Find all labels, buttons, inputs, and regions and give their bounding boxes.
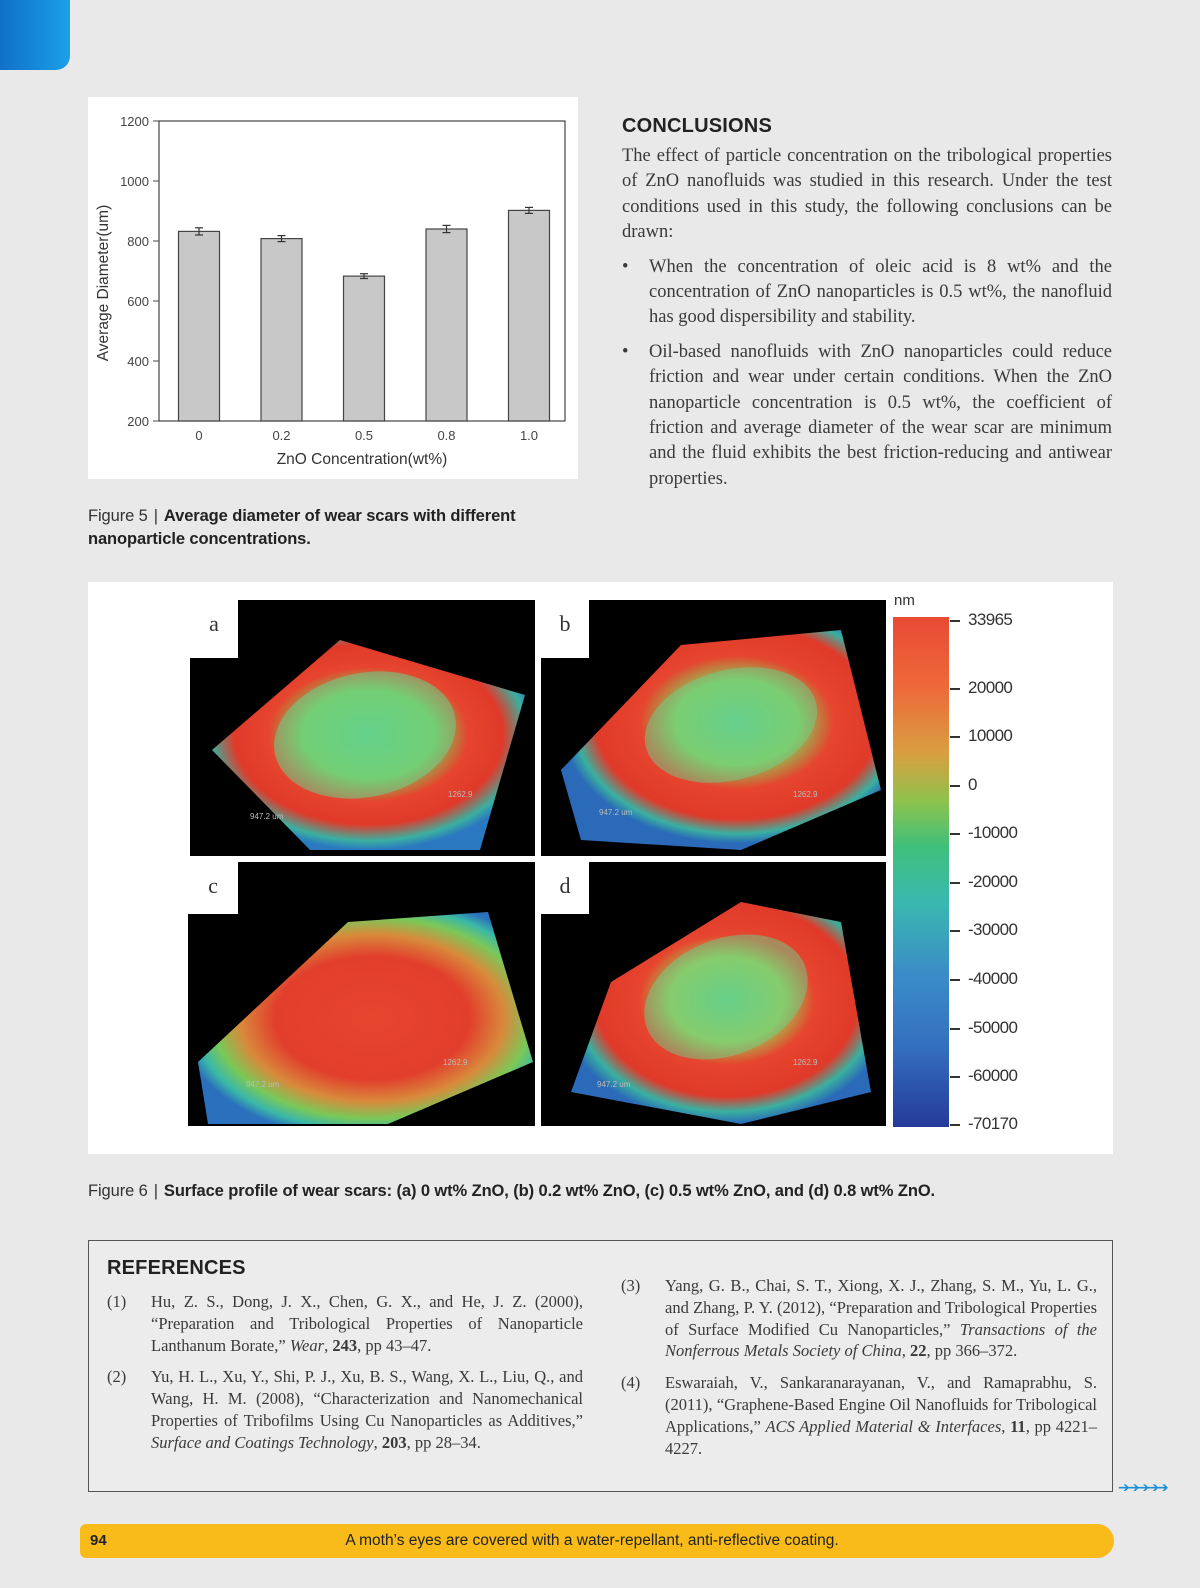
- bar: [344, 276, 385, 421]
- x-tick-label: 0.5: [354, 428, 374, 443]
- scale-y-label: 1262.9: [793, 790, 818, 799]
- colorbar-label: -50000: [968, 1018, 1018, 1037]
- y-tick-label: 400: [127, 354, 149, 369]
- conclusion-text: Oil-based nanofluids with ZnO nanoparticles could reduce friction and wear under certain conditions. When the ZnO nanoparticle concentration is 0.5 wt%, the coefficient of friction and average diameter of the wear scar are minimum and the fluid exhibits the best friction-reducing and antiwear properties.: [649, 341, 1112, 489]
- conclusion-item: [622, 255, 1112, 331]
- scale-x-label: 947.2 um: [250, 812, 284, 821]
- reference-volume: 203: [381, 1432, 407, 1452]
- reference-item: [621, 1372, 1097, 1459]
- colorbar-tick: [950, 785, 960, 787]
- figure6-surface-profiles: [88, 582, 1113, 1154]
- colorbar-tick: [950, 1124, 960, 1126]
- reference-pages: , pp 4221–4227.: [665, 1416, 1097, 1458]
- bar-chart-svg: [88, 97, 578, 479]
- conclusion-text: When the concentration of oleic acid is 8 wt% and the concentration of ZnO nanoparticles is 0.5 wt%, the nanofluid has good dispersibility and stability.: [649, 256, 1112, 328]
- figure5-chart: [88, 97, 578, 479]
- colorbar-label: 0: [968, 775, 977, 794]
- colorbar-label: -20000: [968, 872, 1018, 891]
- conclusions-list: [622, 255, 1112, 493]
- corner-tab-decoration: [0, 0, 70, 70]
- scale-y-label: 1262.9: [793, 1058, 818, 1067]
- reference-separator: ,: [1001, 1416, 1011, 1436]
- colorbar-label: -10000: [968, 823, 1018, 842]
- surface-panel-c: [188, 862, 535, 1126]
- y-tick-label: 600: [127, 294, 149, 309]
- reference-number: (4): [621, 1373, 641, 1393]
- bar: [426, 229, 467, 421]
- surface-render-d: [541, 862, 886, 1126]
- colorbar-tick: [950, 1028, 960, 1030]
- reference-item: [621, 1275, 1097, 1362]
- colorbar-unit: nm: [894, 592, 915, 609]
- conclusions-section: [622, 115, 1112, 501]
- panel-letter-a: a: [190, 600, 238, 658]
- colorbar-tick: [950, 1076, 960, 1078]
- bar: [261, 239, 302, 421]
- reference-item: [107, 1291, 583, 1356]
- figure5-caption-text: Average diameter of wear scars with different nanoparticle concentrations.: [88, 507, 516, 548]
- x-tick-label: 0: [195, 428, 203, 443]
- surface-panel-a: [190, 600, 535, 856]
- y-axis: [120, 114, 159, 429]
- surface-render-a: [190, 600, 535, 856]
- colorbar-tick: [950, 930, 960, 932]
- footer-fact-text: A moth’s eyes are covered with a water-repellant, anti-reflective coating.: [345, 1532, 839, 1549]
- scale-x-label: 947.2 um: [597, 1080, 631, 1089]
- bullet-glyph: •: [622, 256, 629, 277]
- colorbar-tick: [950, 688, 960, 690]
- colorbar-label: -30000: [968, 920, 1018, 939]
- y-tick-label: 200: [127, 414, 149, 429]
- reference-pages: , pp 43–47.: [357, 1335, 432, 1355]
- reference-journal: Surface and Coatings Technology: [151, 1432, 374, 1452]
- colorbar-label: 10000: [968, 726, 1013, 745]
- figure6-caption-label: Figure 6: [88, 1182, 148, 1200]
- reference-authors-title: Hu, Z. S., Dong, J. X., Chen, G. X., and He, J. Z. (2000), “Preparation and Tribological Properties of Nanoparticle Lanthanum Borate,”: [151, 1292, 583, 1355]
- x-axis-label: ZnO Concentration(wt%): [276, 451, 448, 468]
- colorbar-tick: [950, 620, 960, 622]
- scale-y-label: 1262.9: [443, 1058, 468, 1067]
- reference-pages: , pp 28–34.: [406, 1432, 481, 1452]
- reference-number: (1): [107, 1292, 127, 1311]
- reference-separator: ,: [901, 1341, 911, 1361]
- conclusions-intro: The effect of particle concentration on the tribological properties of ZnO nanofluids was studied in this research. Under the test conditions used in this study, the following conclusions can be drawn:: [622, 146, 1112, 243]
- surface-panel-d: [541, 862, 886, 1126]
- caption-separator: |: [153, 1182, 158, 1200]
- reference-volume: 11: [1010, 1416, 1026, 1436]
- y-tick-label: 800: [127, 234, 149, 249]
- conclusions-heading: CONCLUSIONS: [622, 115, 772, 137]
- reference-journal: Transactions of the Nonferrous Metals Society of China: [665, 1319, 1098, 1361]
- scale-x-label: 947.2 um: [599, 808, 633, 817]
- panel-letter-d: d: [541, 862, 589, 914]
- panel-letter-b: b: [541, 600, 589, 658]
- colorbar-tick: [950, 736, 960, 738]
- colorbar-label: 20000: [968, 678, 1013, 697]
- x-tick-label: 0.8: [437, 428, 456, 443]
- colorbar-label: -60000: [968, 1066, 1018, 1085]
- x-tick-label: 0.2: [272, 428, 291, 443]
- reference-authors-title: Eswaraiah, V., Sankaranarayanan, V., and Ramaprabhu, S. (2011), “Graphene-Based Engine Oil Nanofluids for Tribological Applications,”: [665, 1373, 1097, 1436]
- panel-letter-c: c: [188, 862, 238, 914]
- reference-pages: , pp 366–372.: [926, 1341, 1018, 1361]
- colorbar-tick: [950, 882, 960, 884]
- y-axis-label: Average Diameter(um): [95, 204, 112, 362]
- references-column-right: [621, 1275, 1097, 1469]
- conclusion-item: [622, 340, 1112, 492]
- surface-render-b: [541, 600, 886, 856]
- reference-authors-title: Yu, H. L., Xu, Y., Shi, P. J., Xu, B. S., Wang, X. L., Liu, Q., and Wang, H. M. (2008), “Characterization and Nanomechanical Properties of Tribofilms Using Cu Nanoparticles as Additives,”: [151, 1367, 583, 1430]
- references-heading: REFERENCES: [107, 1257, 246, 1279]
- y-tick-label: 1000: [120, 174, 149, 189]
- reference-volume: 22: [910, 1341, 927, 1361]
- bar: [179, 231, 220, 421]
- reference-journal: ACS Applied Material & Interfaces: [765, 1416, 1002, 1436]
- caption-separator: |: [153, 507, 158, 525]
- y-tick-label: 1200: [120, 114, 149, 129]
- x-tick-label: 1.0: [519, 428, 539, 443]
- figure5-caption-label: Figure 5: [88, 507, 148, 525]
- references-column-left: [107, 1291, 583, 1464]
- figure6-caption: [88, 1180, 1098, 1203]
- surface-render-c: [188, 862, 535, 1126]
- colorbar-tick: [950, 979, 960, 981]
- reference-separator: ,: [324, 1335, 333, 1355]
- reference-separator: ,: [373, 1432, 382, 1452]
- reference-number: (2): [107, 1367, 127, 1387]
- reference-number: (3): [621, 1276, 641, 1295]
- figure5-caption: [88, 505, 588, 551]
- surface-panel-b: [541, 600, 886, 856]
- colorbar-label: -70170: [968, 1114, 1018, 1133]
- footer-bar: [80, 1524, 1114, 1558]
- bar-series: [179, 207, 550, 421]
- bullet-glyph: •: [622, 341, 629, 362]
- reference-volume: 243: [332, 1335, 358, 1355]
- colorbar: [893, 617, 949, 1127]
- references-box: [88, 1240, 1113, 1492]
- next-page-arrows-icon[interactable]: ➔➔➔➔➔: [1118, 1480, 1167, 1496]
- reference-journal: Wear: [289, 1335, 325, 1355]
- scale-y-label: 1262.9: [448, 790, 473, 799]
- reference-item: [107, 1366, 583, 1453]
- scale-x-label: 947.2 um: [246, 1080, 280, 1089]
- bar: [509, 210, 550, 421]
- colorbar-label: -40000: [968, 969, 1018, 988]
- colorbar-label: 33965: [968, 610, 1013, 629]
- figure6-caption-text: Surface profile of wear scars: (a) 0 wt% ZnO, (b) 0.2 wt% ZnO, (c) 0.5 wt% ZnO, and (d) 0.8 wt% ZnO.: [163, 1182, 936, 1200]
- reference-authors-title: Yang, G. B., Chai, S. T., Xiong, X. J., Zhang, S. M., Yu, L. G., and Zhang, P. Y. (2012), “Preparation and Tribological Properties of Surface Modified Cu Nanoparticles,”: [665, 1276, 1097, 1339]
- page-number: 94: [90, 1532, 107, 1549]
- colorbar-tick: [950, 833, 960, 835]
